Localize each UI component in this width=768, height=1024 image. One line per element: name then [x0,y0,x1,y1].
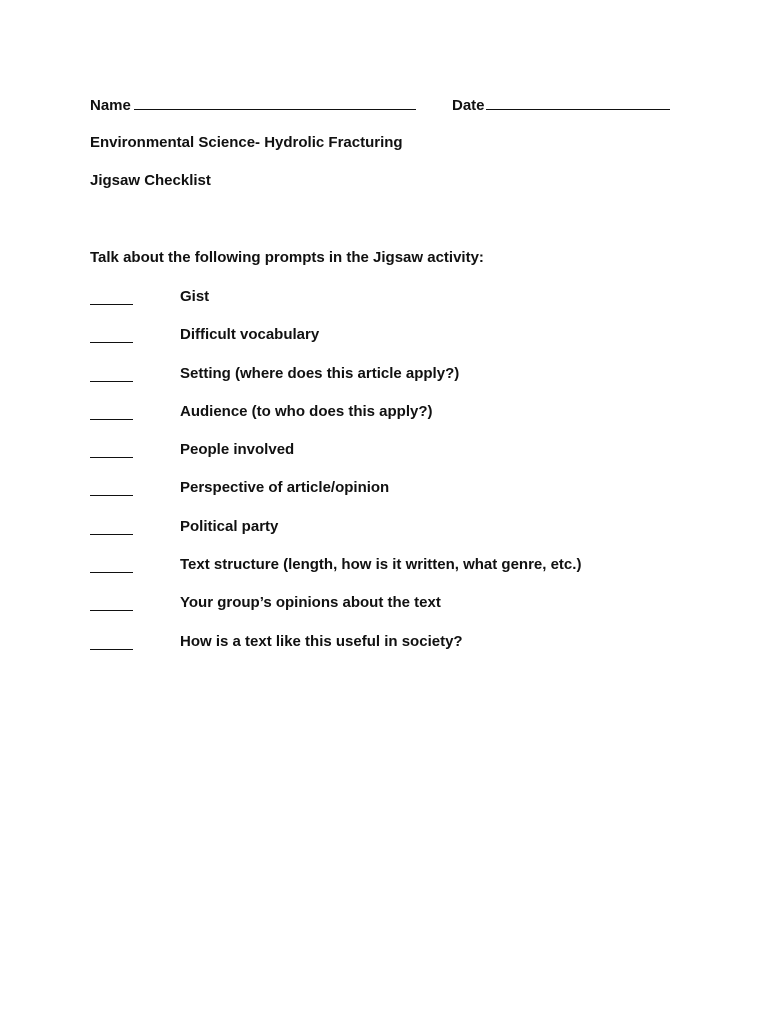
date-label: Date [452,97,485,114]
check-blank[interactable] [90,290,133,305]
checklist-item-text: Perspective of article/opinion [180,479,390,497]
checklist-item-text: Political party [180,517,279,535]
checklist-item [90,288,690,326]
check-blank[interactable] [90,443,133,458]
instructions: Talk about the following prompts in the Jigsaw activity: [90,249,484,266]
checklist-item [90,518,690,556]
check-blank[interactable] [90,635,133,650]
worksheet-title: Jigsaw Checklist [90,172,211,189]
checklist-item-text: Text structure (length, how is it written, what genre, etc.) [180,556,582,574]
checklist-item [90,326,690,364]
checklist-item [90,556,690,594]
date-field [452,95,670,115]
check-blank[interactable] [90,328,133,343]
checklist-item [90,633,690,671]
checklist-item [90,441,690,479]
checklist-item [90,594,690,632]
checklist-item-text: Audience (to who does this apply?) [180,402,433,420]
name-blank[interactable] [134,95,416,110]
checklist [90,288,690,671]
checklist-item-text: Gist [180,288,210,305]
checklist-item-text: Difficult vocabulary [180,326,320,344]
subject-title: Environmental Science- Hydrolic Fracturing [90,134,403,151]
check-blank[interactable] [90,367,133,382]
date-blank[interactable] [486,95,670,110]
check-blank[interactable] [90,481,133,496]
checklist-item [90,403,690,441]
check-blank[interactable] [90,520,133,535]
checklist-item-text: Setting (where does this article apply?) [180,364,460,382]
name-field [90,95,416,115]
check-blank[interactable] [90,558,133,573]
checklist-item-text: Your group’s opinions about the text [180,594,441,612]
check-blank[interactable] [90,596,133,611]
check-blank[interactable] [90,405,133,420]
checklist-item [90,365,690,403]
name-label: Name [90,97,131,114]
checklist-item [90,479,690,517]
checklist-item-text: People involved [180,441,295,459]
checklist-item-text: How is a text like this useful in society? [180,632,463,650]
